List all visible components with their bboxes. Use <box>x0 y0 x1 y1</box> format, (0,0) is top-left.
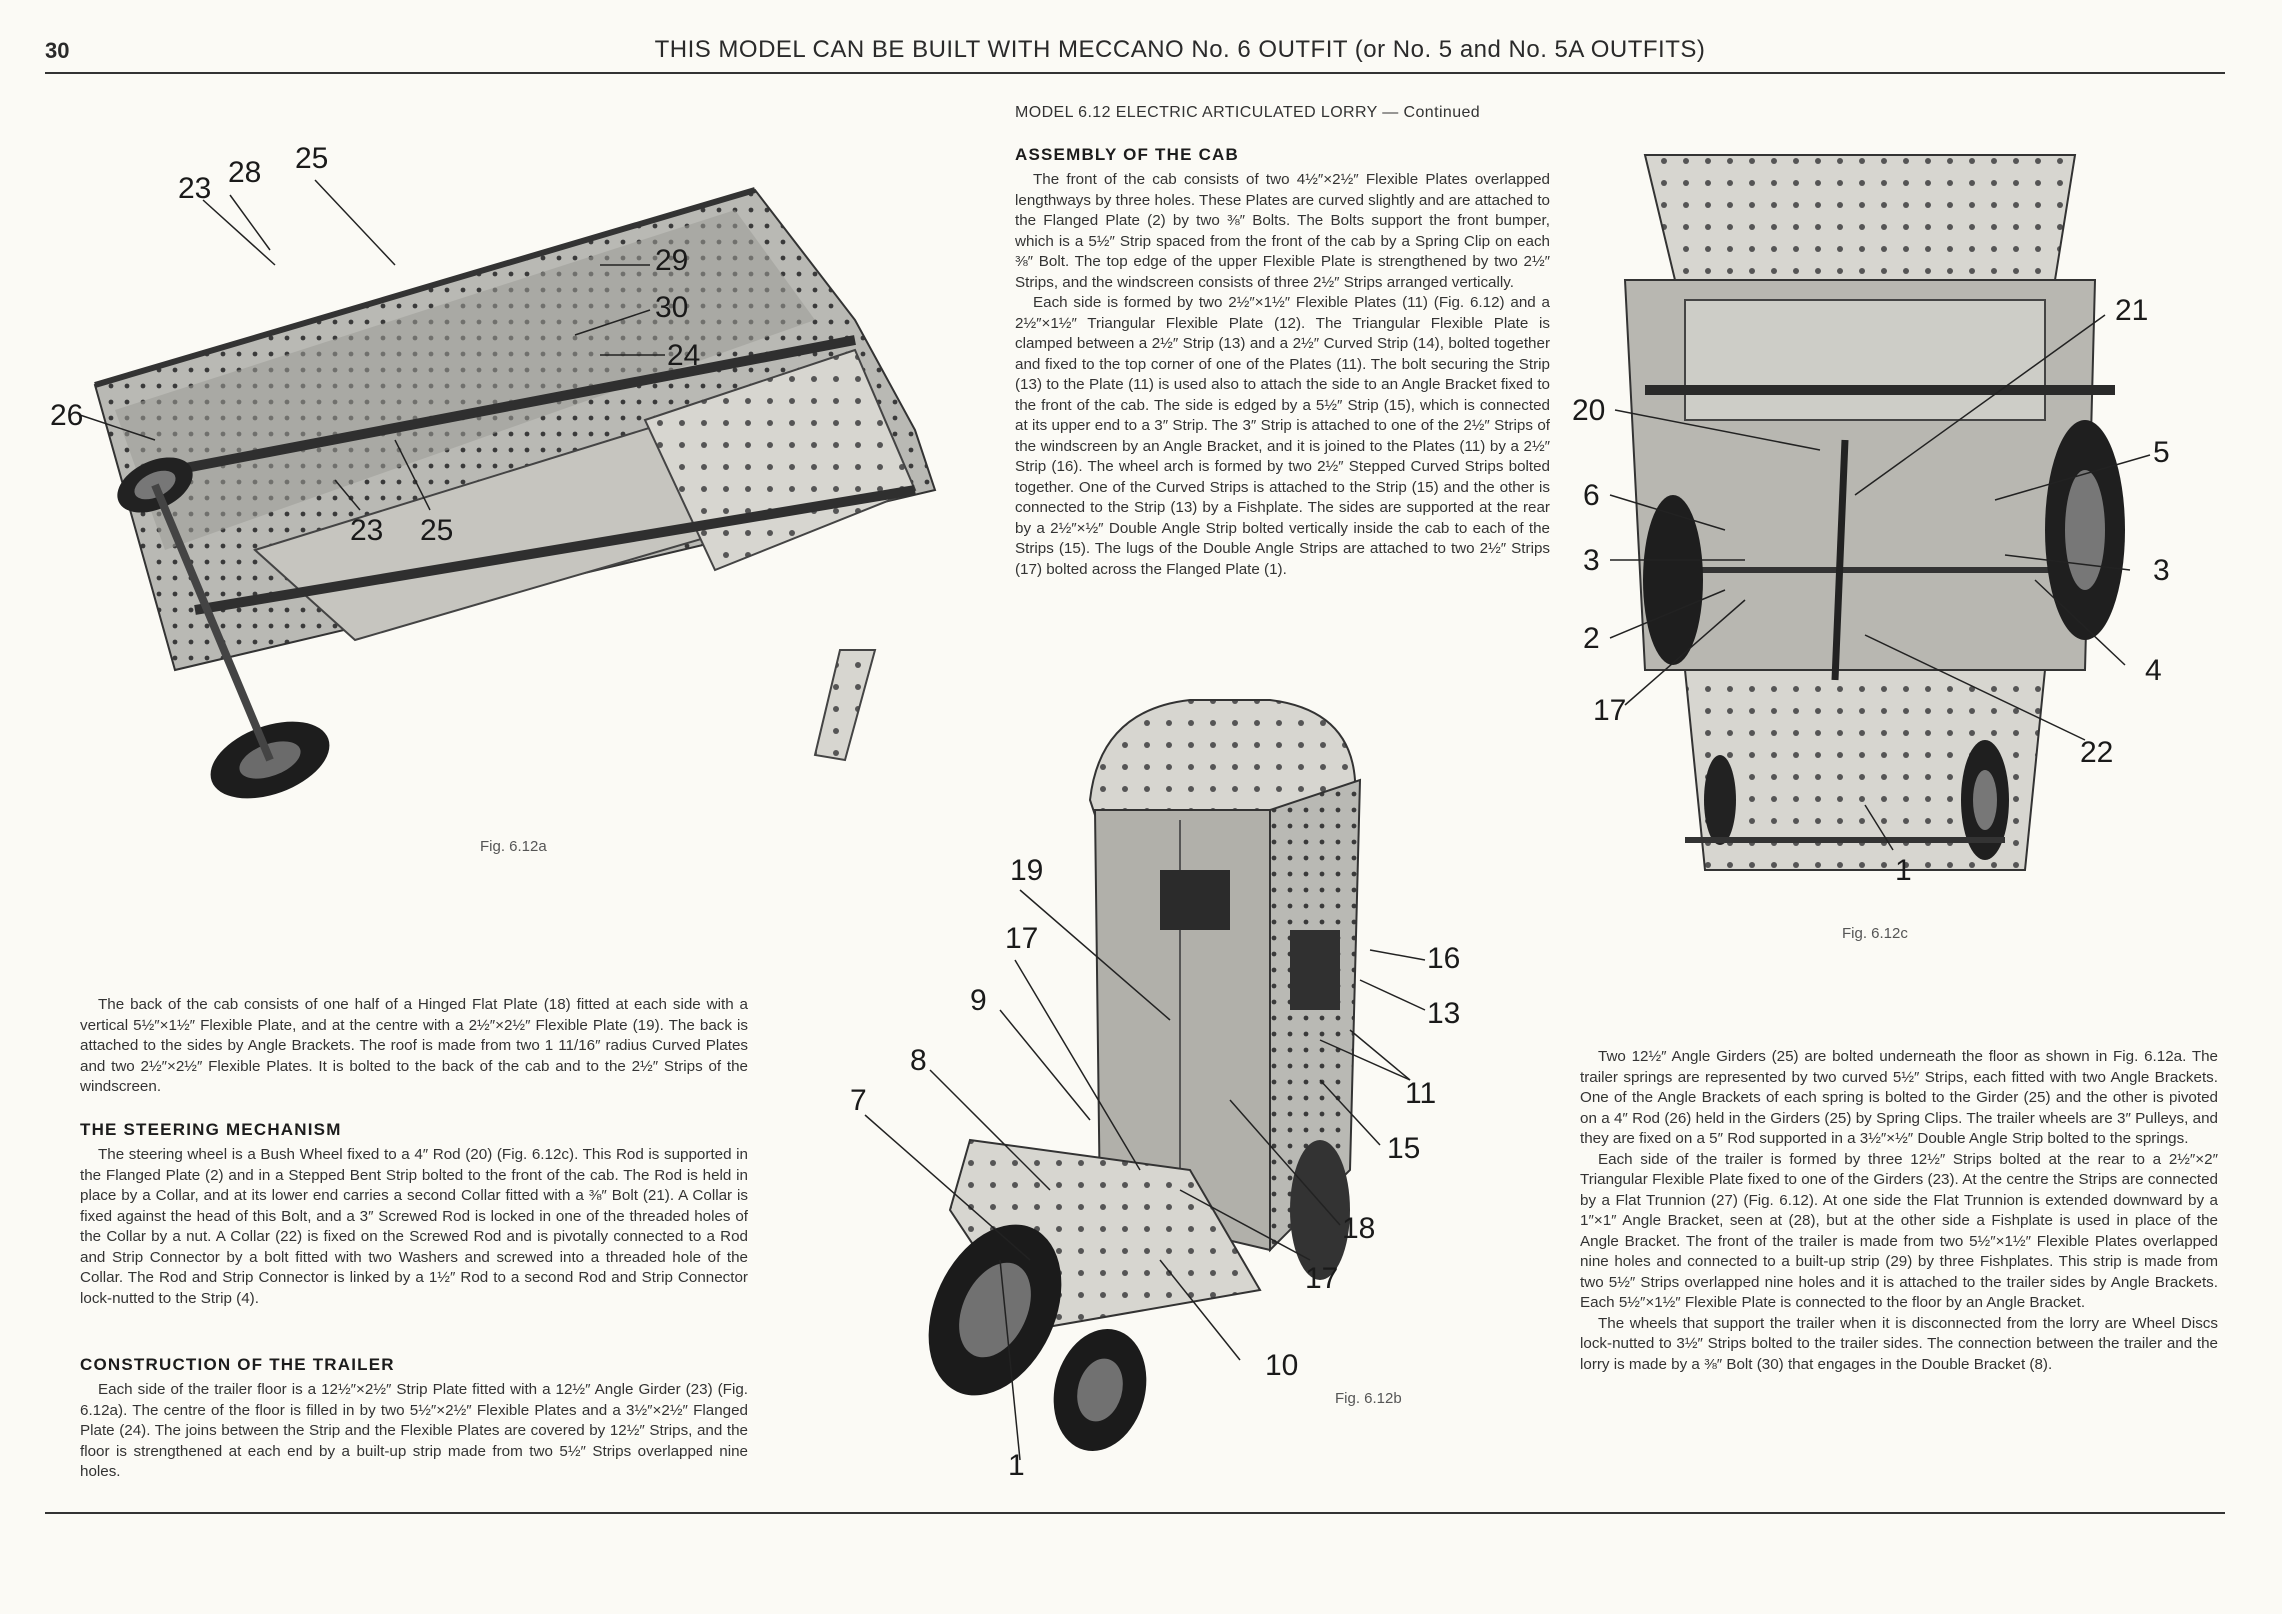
callout-19: 19 <box>1010 854 1044 887</box>
model-title: MODEL 6.12 ELECTRIC ARTICULATED LORRY — Continued <box>1015 104 1481 121</box>
paragraph: Two 12½″ Angle Girders (25) are bolted underneath the floor as shown in Fig. 6.12a. The trailer springs are represented by two curved 5½″ Strips, each fitted with two Angle Brackets. One of the Angle Brackets of each spring is bolted to the Girder (25) and the other is pivoted on a 4″ Rod (26) held in the Girders (25) by Spring Clips. The trailer wheels are 3″ Pulleys, and they are fixed on a 5″ Rod supported in a 3½″×½″ Double Angle Strip bolted to the springs. <box>1580 1048 2218 1147</box>
callout-17-top: 17 <box>1005 922 1039 955</box>
page-header-title: THIS MODEL CAN BE BUILT WITH MECCANO No. 6 OUTFIT (or No. 5 and No. 5A OUTFITS) <box>654 36 1706 63</box>
footer-rule <box>45 1512 2225 1514</box>
callout-21: 21 <box>2115 294 2149 327</box>
assembly-of-cab-text <box>1015 170 1550 580</box>
callout-18: 18 <box>1342 1212 1376 1245</box>
header-rule <box>45 72 2225 74</box>
callout-23-bottom: 23 <box>350 514 384 547</box>
callout-16: 16 <box>1427 942 1461 975</box>
page-number: 30 <box>45 38 70 63</box>
callout-25-bottom: 25 <box>420 514 454 547</box>
callout-24: 24 <box>667 339 701 372</box>
cab-back-text <box>80 995 748 1098</box>
paragraph: The front of the cab consists of two 4½″×2½″ Flexible Plates overlapped lengthways by three holes. These Plates are curved slightly and are attached to the Flanged Plate (2) by two ⅜″ Bolts. The Bolts support the front bumper, which is a 5½″ Strip spaced from the front of the cab by a Spring Clip on each ⅜″ Bolt. The top edge of the upper Flexible Plate is strengthened by two 2½″ Strips, and the windscreen consists of three 2½″ Strips arranged vertically. <box>1015 171 1550 291</box>
callout-4: 4 <box>2145 654 2162 687</box>
trailer-continued-text <box>1580 1047 2218 1375</box>
paragraph: The wheels that support the trailer when it is disconnected from the lorry are Wheel Discs lock-nutted to 3½″ Strips bolted to the trailer sides. The connection between the trailer and the lorry is made by a ⅜″ Bolt (30) that engages in the Double Bracket (8). <box>1580 1314 2218 1373</box>
figure-caption: Fig. 6.12a <box>480 838 547 855</box>
callout-23-top: 23 <box>178 172 212 205</box>
callout-9: 9 <box>970 984 987 1017</box>
callout-2: 2 <box>1583 622 1600 655</box>
callout-25-top: 25 <box>295 142 329 175</box>
callout-29: 29 <box>655 244 689 277</box>
callout-10: 10 <box>1265 1349 1299 1382</box>
paragraph: Each side is formed by two 2½″×1½″ Flexible Plates (11) (Fig. 6.12) and a 2½″×1½″ Triangular Flexible Plate (12). The Triangular Flexible Plate is clamped between a 2½″ Strip (13) and a 2½″ Curved Strip (14), bolted together and fixed to the top corner of one of the Plates (11). The bolt securing the Strip (13) to the Plate (11) is used also to attach the side to an Angle Bracket fixed to the front of the cab. The side is edged by a 5½″ Strip (15), which is connected at its upper end to a 3″ Strip. The 3″ Strip is attached to one of the 2½″ Strips of the windscreen by an Angle Bracket, and it is joined to the Plates (11) by a 2½″ Strip (16). The wheel arch is formed by two 2½″ Stepped Curved Strips bolted together. One of the Curved Strips is attached to the Strip (15) and the other is connected to the Strip (13) by a Fishplate. The sides are supported at the rear by a 2½″×½″ Double Angle Strip bolted vertically inside the cab to each of the Strips (15). The lugs of the Double Angle Strips are attached to two 2½″ Strips (17) bolted across the Flanged Plate (1). <box>1015 294 1550 578</box>
paragraph: The steering wheel is a Bush Wheel fixed to a 4″ Rod (20) (Fig. 6.12c). This Rod is supported in the Flanged Plate (2) and in a Stepped Bent Strip bolted to the front of the cab. The Rod is held in place by a Collar, and at its lower end carries a second Collar fitted with a ⅜″ Bolt (21). A Collar is fixed against the head of this Bolt, and a 3″ Screwed Rod is locked in one of the threaded holes of the Collar by a nut. A Collar (22) is fixed on the Screwed Rod and is pivotally connected to a Rod and Strip Connector by a bolt fitted with two Washers and screwed into a threaded hole of the Collar. The Rod and Strip Connector is linked by a 1½″ Rod to a second Rod and Strip Connector lock-nutted to the Strip (4). <box>80 1146 748 1307</box>
callout-20: 20 <box>1572 394 1606 427</box>
callout-7: 7 <box>850 1084 867 1117</box>
callout-17-bottom: 17 <box>1305 1262 1339 1295</box>
paragraph: Each side of the trailer is formed by three 12½″ Strips bolted at the rear to a 2½″×2″ Triangular Flexible Plate fixed to one of the Girders (23). At the centre the Strips are connected by a Flat Trunnion (27) (Fig. 6.12). At one side the Flat Trunnion is extended downward by a 1″×1″ Angle Bracket, seen at (28), but at the other side a Fishplate is used in place of the Angle Bracket. The front of the trailer is made from two 5½″×1½″ Flexible Plates overlapped nine holes and connected to a built-up strip (29) by three Fishplates. This strip is made from two 5½″ Strips overlapped nine holes and it is attached to the trailer sides by Angle Brackets. Each 5½″×1½″ Flexible Plate is connected to the floor by an Angle Bracket. <box>1580 1150 2218 1311</box>
callout-3-left: 3 <box>1583 544 1600 577</box>
figure-caption: Fig. 6.12b <box>1335 1390 1402 1407</box>
section-heading: THE STEERING MECHANISM <box>80 1120 342 1139</box>
callout-13: 13 <box>1427 997 1461 1030</box>
callout-8: 8 <box>910 1044 927 1077</box>
trailer-text <box>80 1380 748 1483</box>
section-heading: ASSEMBLY OF THE CAB <box>1015 145 1239 164</box>
section-heading: CONSTRUCTION OF THE TRAILER <box>80 1355 395 1374</box>
callout-3-right: 3 <box>2153 554 2170 587</box>
callout-28: 28 <box>228 156 262 189</box>
callout-11: 11 <box>1405 1077 1437 1110</box>
callout-15: 15 <box>1387 1132 1421 1165</box>
steering-text <box>80 1145 748 1309</box>
figure-6-12a-trailer <box>50 142 985 820</box>
figure-6-12b-cab <box>850 690 1510 1480</box>
paragraph: Each side of the trailer floor is a 12½″×2½″ Strip Plate fitted with a 12½″ Angle Girder (23) (Fig. 6.12a). The centre of the floor is filled in by two 5½″×2½″ Flexible Plates and a 3½″×2½″ Flanged Plate (24). The joins between the Strip and the Flexible Plates are covered by 12½″ Strips, and the floor is strengthened at each end by a built-up strip made from two 5½″ Strips overlapped nine holes. <box>80 1381 748 1480</box>
callout-22: 22 <box>2080 736 2114 769</box>
callout-5: 5 <box>2153 436 2170 469</box>
callout-1: 1 <box>1895 854 1912 887</box>
callout-1: 1 <box>1008 1449 1025 1482</box>
callout-30: 30 <box>655 291 689 324</box>
callout-17: 17 <box>1593 694 1627 727</box>
callout-26: 26 <box>50 399 84 432</box>
callout-6: 6 <box>1583 479 1600 512</box>
figure-6-12c-steering <box>1565 150 2185 930</box>
paragraph: The back of the cab consists of one half of a Hinged Flat Plate (18) fitted at each side with a vertical 5½″×1½″ Flexible Plate, and at the centre with a 2½″×2½″ Flexible Plate (19). The back is attached to the sides by Angle Brackets. The roof is made from two 1 11/16″ radius Curved Plates and two 2½″×2½″ Flexible Plates. It is bolted to the back of the cab and to the 2½″ Strips of the windscreen. <box>80 996 748 1095</box>
figure-caption: Fig. 6.12c <box>1842 925 1908 942</box>
